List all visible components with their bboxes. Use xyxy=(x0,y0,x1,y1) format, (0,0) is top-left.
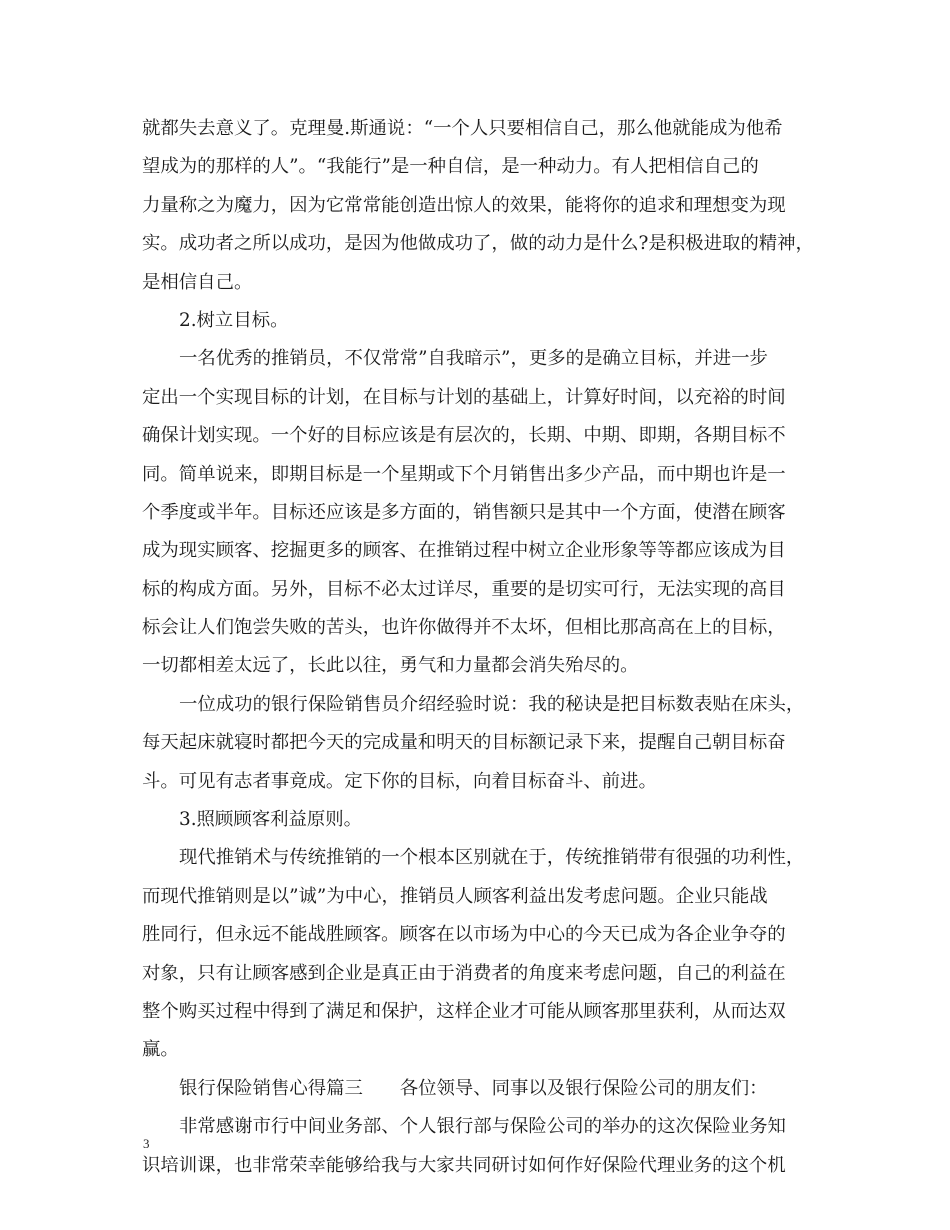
text-line: 望成为的那样的人”。“我能行”是一种自信，是一种动力。有人把相信自己的 xyxy=(142,156,759,178)
text-line: 同。简单说来，即期目标是一个星期或下个月销售出多少产品，而中期也许是一 xyxy=(142,463,786,485)
text-line: 是相信自己。 xyxy=(142,271,253,293)
text-line: 识培训课，也非常荣幸能够给我与大家共同研讨如何作好保险代理业务的这个机 xyxy=(142,1154,786,1176)
section-heading: 银行保险销售心得篇三 各位领导、同事以及银行保险公司的朋友们： xyxy=(179,1077,768,1099)
text-line: 一切都相差太远了，长此以往，勇气和力量都会消失殆尽的。 xyxy=(142,655,639,677)
text-line: 对象，只有让顾客感到企业是真正由于消费者的角度来考虑问题，自己的利益在 xyxy=(142,962,786,984)
text-line: 斗。可见有志者事竟成。定下你的目标，向着目标奋斗、前进。 xyxy=(142,770,657,792)
text-line: 一名优秀的推销员，不仅常常”自我暗示”，更多的是确立目标，并进一步 xyxy=(179,348,768,370)
text-line: 成为现实顾客、挖掘更多的顾客、在推销过程中树立企业形象等等都应该成为目 xyxy=(142,540,786,562)
text-line: 每天起床就寝时都把今天的完成量和明天的目标额记录下来，提醒自己朝目标奋 xyxy=(142,732,786,754)
text-line: 实。成功者之所以成功，是因为他做成功了，做的动力是什么?是积极进取的精神， xyxy=(142,233,814,255)
section-heading: 2.树立目标。 xyxy=(179,309,289,331)
text-line: 标会让人们饱尝失败的苦头，也许你做得并不太坏，但相比那高高在上的目标， xyxy=(142,617,786,639)
text-line: 胜同行，但永远不能战胜顾客。顾客在以市场为中心的今天已成为各企业争夺的 xyxy=(142,924,786,946)
section-heading: 3.照顾顾客利益原则。 xyxy=(179,809,363,831)
text-line: 确保计划实现。一个好的目标应该是有层次的，长期、中期、即期，各期目标不 xyxy=(142,425,786,447)
document-page xyxy=(142,110,818,1185)
page-number: 3 xyxy=(143,1136,150,1151)
text-line: 个季度或半年。目标还应该是多方面的，销售额只是其中一个方面，使潜在顾客 xyxy=(142,501,786,523)
text-line: 非常感谢市行中间业务部、个人银行部与保险公司的举办的这次保险业务知 xyxy=(179,1116,786,1138)
text-line: 就都失去意义了。克理曼.斯通说：“一个人只要相信自己，那么他就能成为他希 xyxy=(142,118,783,139)
text-line: 标的构成方面。另外，目标不必太过详尽，重要的是切实可行，无法实现的高目 xyxy=(142,578,786,600)
text-line: 一位成功的银行保险销售员介绍经验时说：我的秘诀是把目标数表贴在床头， xyxy=(179,693,805,715)
text-line: 而现代推销则是以”诚”为中心，推销员人顾客利益出发考虑问题。企业只能战 xyxy=(142,885,768,907)
text-line: 力量称之为魔力，因为它常常能创造出惊人的效果，能将你的追求和理想变为现 xyxy=(142,194,786,216)
text-line: 现代推销术与传统推销的一个根本区别就在于，传统推销带有很强的功利性， xyxy=(179,847,805,869)
text-line: 整个购买过程中得到了满足和保护，这样企业才可能从顾客那里获利，从而达双 xyxy=(142,1000,786,1022)
text-line: 定出一个实现目标的计划，在目标与计划的基础上，计算好时间，以充裕的时间 xyxy=(142,386,786,408)
text-line: 赢。 xyxy=(142,1039,179,1061)
